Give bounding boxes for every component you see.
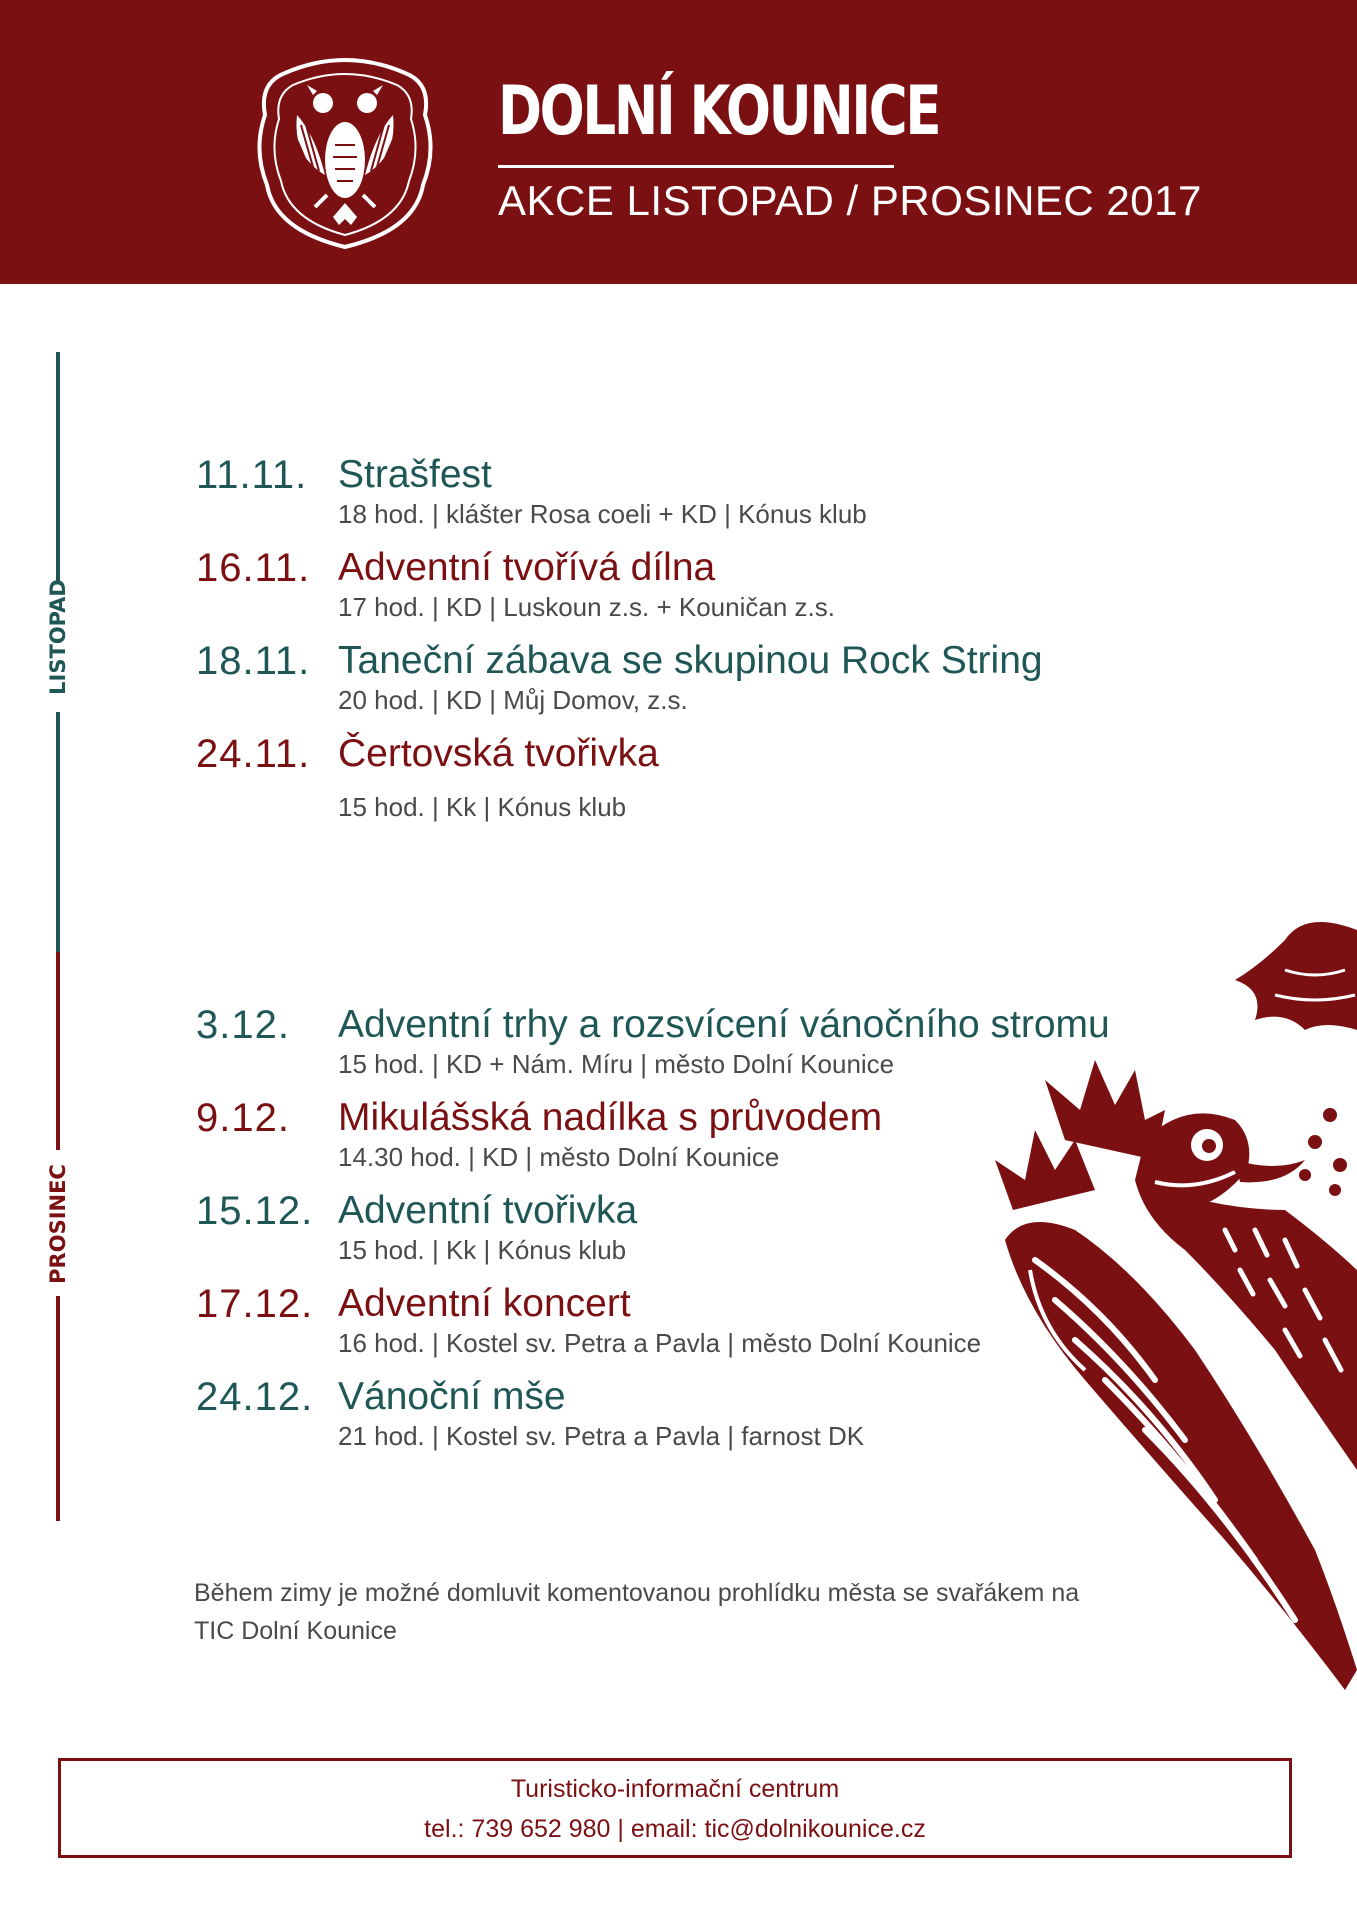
listopad-line-bottom [56, 712, 60, 952]
event-date: 16.11. [196, 546, 311, 590]
event-date: 18.11. [196, 639, 311, 683]
event-title: Adventní trhy a rozsvícení vánočního stromu [338, 1003, 1110, 1046]
event-title: Taneční zábava se skupinou Rock String [338, 639, 1043, 682]
tel-number[interactable]: 739 652 980 [471, 1815, 611, 1843]
winter-tour-note: Během zimy je možné domluvit komentovanou prohlídku města se svařákem na TIC Dolní Kounice [194, 1579, 1080, 1645]
event-detail: 15 hod. | Kk | Kónus klub [338, 1235, 627, 1265]
event-title: Čertovská tvořivka [338, 732, 659, 775]
footer-contact-box [58, 1758, 1292, 1858]
event-title: Adventní koncert [338, 1282, 631, 1325]
prosinec-line-bottom [56, 1296, 60, 1521]
event-date: 24.11. [196, 732, 311, 776]
page-subtitle: AKCE LISTOPAD / PROSINEC 2017 [498, 177, 1202, 224]
event-title: Strašfest [338, 453, 492, 496]
event-detail: 20 hod. | KD | Můj Domov, z.s. [338, 685, 688, 715]
separator: | [617, 1815, 624, 1843]
footer-contact-line [61, 1815, 1289, 1844]
title-underline [498, 165, 894, 168]
email-link[interactable]: tic@dolnikounice.cz [704, 1815, 926, 1843]
event-detail: 17 hod. | KD | Luskoun z.s. + Kouničan z.s. [338, 592, 835, 622]
event-title: Adventní tvořivka [338, 1189, 638, 1232]
prosinec-label: PROSINEC [46, 1164, 70, 1284]
event-title: Adventní tvořívá dílna [338, 546, 716, 589]
event-title: Mikulášská nadílka s průvodem [338, 1096, 883, 1139]
email-label: email: [630, 1815, 698, 1843]
header-banner [0, 0, 1357, 284]
listopad-line-top [56, 352, 60, 582]
event-title: Vánoční mše [338, 1375, 566, 1418]
event-date: 17.12. [196, 1282, 314, 1326]
event-date: 11.11. [196, 453, 308, 497]
tel-label: tel.: [424, 1815, 465, 1843]
event-detail: 16 hod. | Kostel sv. Petra a Pavla | město Dolní Kounice [338, 1328, 982, 1358]
event-date: 24.12. [196, 1375, 314, 1419]
event-detail: 18 hod. | klášter Rosa coeli + KD | Kónus klub [338, 499, 867, 529]
event-date: 9.12. [196, 1096, 290, 1140]
event-detail: 15 hod. | KD + Nám. Míru | město Dolní Kounice [338, 1049, 895, 1079]
event-date: 15.12. [196, 1189, 314, 1233]
footer-org-name: Turisticko-informační centrum [510, 1775, 840, 1803]
event-detail: 15 hod. | Kk | Kónus klub [338, 792, 627, 822]
prosinec-line-top [56, 952, 60, 1150]
page-title: DOLNÍ KOUNICE [498, 72, 940, 151]
event-date: 3.12. [196, 1003, 290, 1047]
event-detail: 14.30 hod. | KD | město Dolní Kounice [338, 1142, 780, 1172]
event-detail: 21 hod. | Kostel sv. Petra a Pavla | farnost DK [338, 1421, 865, 1451]
listopad-label: LISTOPAD [46, 579, 70, 695]
eagle-crest-icon [255, 55, 435, 250]
